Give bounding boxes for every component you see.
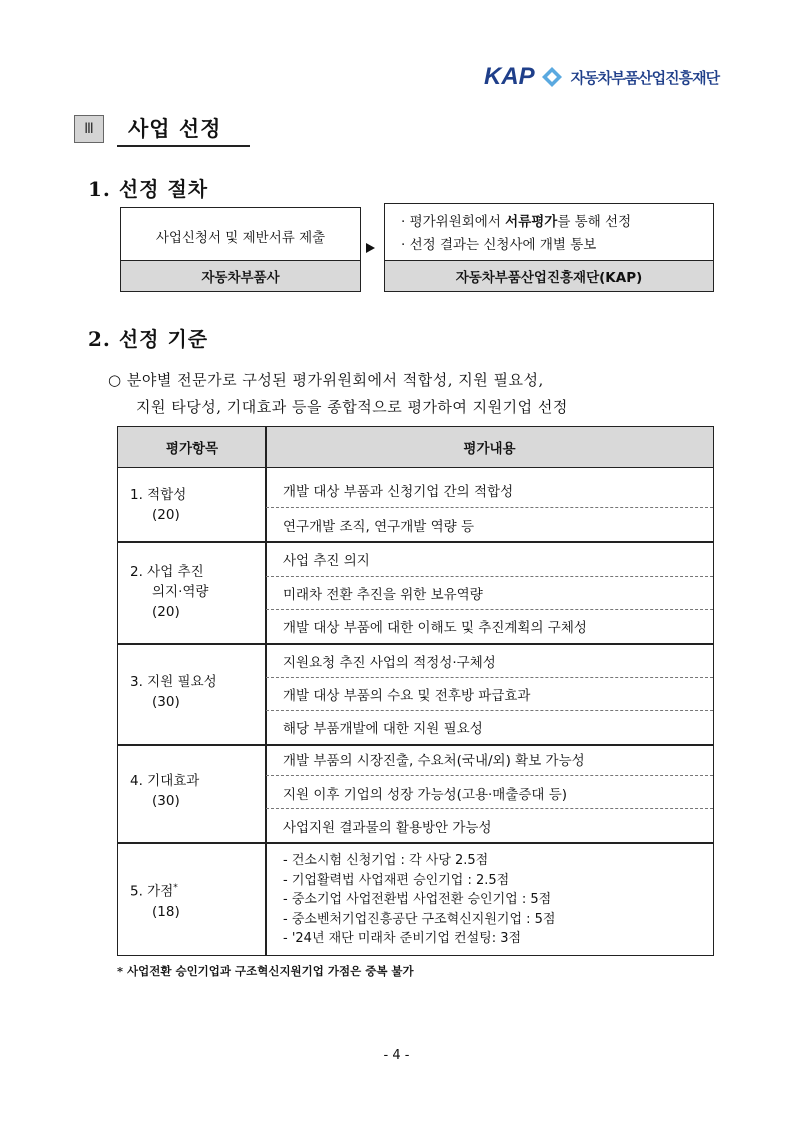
logo-text: KAP	[484, 63, 535, 90]
criteria-item: 개발 대상 부품에 대한 이해도 및 추진계획의 구체성	[283, 620, 587, 636]
row-divider	[118, 643, 713, 645]
procedure-right-actor: 자동차부품산업진흥재단(KAP)	[385, 260, 713, 291]
item-divider	[266, 609, 713, 610]
item-divider	[266, 775, 713, 776]
criteria-footnote: * 사업전환 승인기업과 구조혁신지원기업 가점은 중복 불가	[117, 964, 414, 978]
procedure-left-content: 사업신청서 및 제반서류 제출	[155, 229, 326, 246]
procedure-arrow-icon	[366, 243, 375, 253]
procedure-right-line1: · 평가위원회에서 서류평가를 통해 선정	[401, 214, 632, 230]
table-header-content: 평가내용	[266, 427, 713, 468]
item-divider	[266, 808, 713, 809]
logo-org-name: 자동차부품산업진흥재단	[570, 68, 720, 87]
procedure-left-actor: 자동차부품사	[121, 260, 360, 291]
section-number-badge: Ⅲ	[74, 115, 104, 143]
procedure-left-box	[120, 207, 361, 292]
criteria-item: 사업지원 결과물의 활용방안 가능성	[283, 820, 492, 836]
criteria-heading: 2. 선정 기준	[88, 327, 209, 351]
header-logo	[484, 62, 719, 92]
item-divider	[266, 710, 713, 711]
row-divider	[118, 842, 713, 844]
item-divider	[266, 576, 713, 577]
criteria-item: 미래차 전환 추진을 위한 보유역량	[283, 587, 483, 603]
bonus-item: - '24년 재단 미래차 준비기업 컨설팅: 3점	[283, 931, 522, 946]
criteria-category-4: 4. 기대효과 (30)	[130, 773, 200, 809]
logo-diamond-icon	[541, 66, 563, 88]
section-title: 사업 선정	[128, 117, 222, 141]
item-divider	[266, 677, 713, 678]
criteria-item: 지원 이후 기업의 성장 가능성(고용·매출증대 등)	[283, 787, 568, 803]
criteria-intro-line1: ○ 분야별 전문가로 구성된 평가위원회에서 적합성, 지원 필요성,	[108, 371, 544, 389]
criteria-category-5: 5. 가점* (18)	[130, 883, 180, 920]
page-number: - 4 -	[383, 1048, 410, 1063]
criteria-item: 해당 부품개발에 대한 지원 필요성	[283, 721, 483, 737]
section-title-underline	[117, 145, 250, 147]
criteria-category-2: 2. 사업 추진 의지·역량 (20)	[130, 564, 209, 620]
criteria-item: 개발 대상 부품과 신청기업 간의 적합성	[283, 484, 514, 500]
criteria-item: 연구개발 조직, 연구개발 역량 등	[283, 519, 474, 535]
criteria-item: 사업 추진 의지	[283, 553, 370, 569]
bonus-list	[283, 851, 555, 949]
criteria-category-1: 1. 적합성 (20)	[130, 487, 187, 523]
criteria-item: 개발 부품의 시장진출, 수요처(국내/외) 확보 가능성	[283, 753, 585, 769]
criteria-intro-line2: 지원 타당성, 기대효과 등을 종합적으로 평가하여 지원기업 선정	[136, 398, 568, 416]
row-divider	[118, 744, 713, 746]
procedure-right-box	[384, 203, 714, 292]
procedure-right-list	[401, 211, 631, 257]
item-divider	[266, 507, 713, 508]
criteria-item: 지원요청 추진 사업의 적정성·구체성	[283, 655, 496, 671]
procedure-heading: 1. 선정 절차	[88, 177, 209, 201]
criteria-item: 개발 대상 부품의 수요 및 전후방 파급효과	[283, 688, 531, 704]
table-header-item: 평가항목	[118, 427, 266, 468]
bonus-item: - 중소벤처기업진흥공단 구조혁신지원기업 : 5점	[283, 911, 556, 927]
row-divider	[118, 541, 713, 543]
bonus-item: - 중소기업 사업전환법 사업전환 승인기업 : 5점	[283, 892, 552, 907]
criteria-table	[117, 426, 714, 956]
criteria-category-3: 3. 지원 필요성 (30)	[130, 674, 217, 710]
procedure-right-line2: · 선정 결과는 신청사에 개별 통보	[401, 237, 597, 253]
bonus-item: - 건소시험 신청기업 : 각 사당 2.5점	[283, 853, 489, 868]
bonus-item: - 기업활력법 사업재편 승인기업 : 2.5점	[283, 872, 510, 888]
